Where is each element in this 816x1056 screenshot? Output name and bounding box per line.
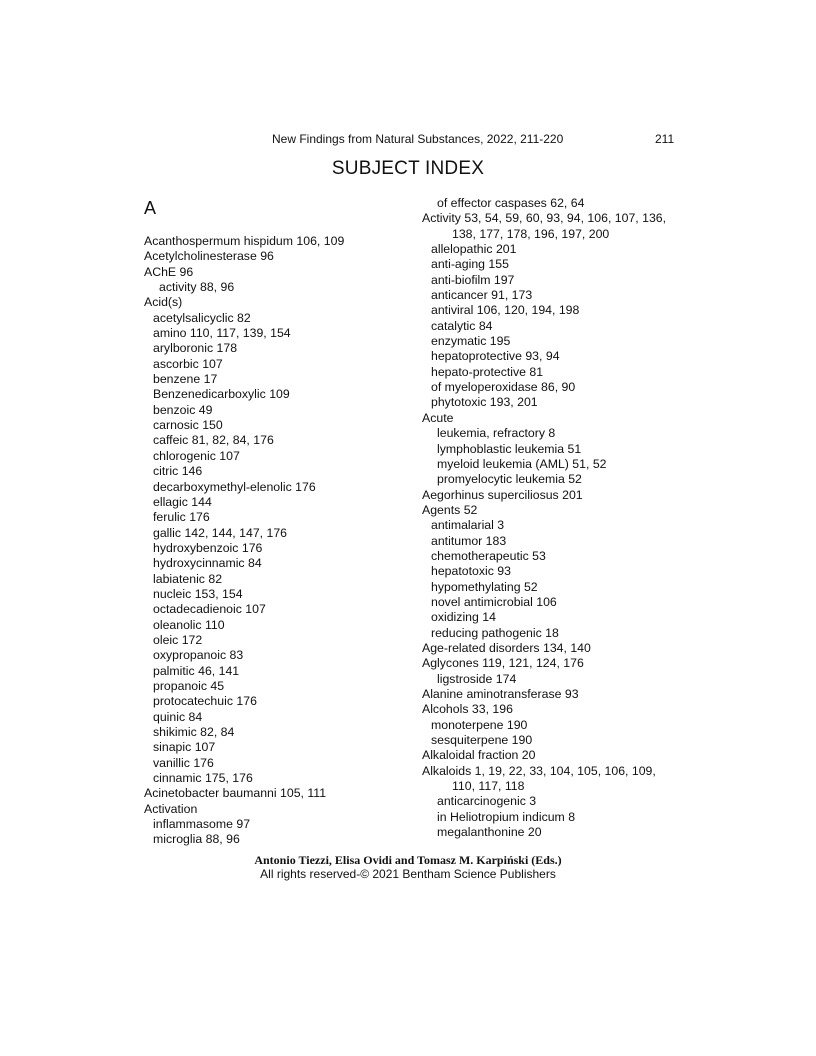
index-column-right <box>422 196 682 840</box>
index-entry <box>144 633 414 648</box>
editors-line: Antonio Tiezzi, Elisa Ovidi and Tomasz M. Karpiński (Eds.) <box>254 853 562 867</box>
index-entry-text: reducing pathogenic 18 <box>431 625 559 640</box>
index-entry <box>144 587 414 602</box>
index-entry-text: hepatotoxic 93 <box>431 564 511 579</box>
index-entry <box>422 257 682 272</box>
index-entry-text: antitumor 183 <box>431 533 507 548</box>
index-entry-text: benzoic 49 <box>153 402 213 417</box>
journal-citation: New Findings from Natural Substances, 2022, 211-220 <box>272 132 564 146</box>
page-title: SUBJECT INDEX <box>331 158 485 179</box>
index-entry <box>422 411 682 426</box>
index-entry <box>422 672 682 687</box>
index-entry-text: anticancer 91, 173 <box>431 288 533 303</box>
index-entry <box>422 196 682 211</box>
index-entry <box>422 457 682 472</box>
index-entry <box>422 273 682 288</box>
index-entry <box>422 595 682 610</box>
index-entry <box>144 357 414 372</box>
index-entry-text: Acanthospermum hispidum 106, 109 <box>144 234 345 248</box>
index-entry <box>144 648 414 663</box>
index-entry <box>144 464 414 479</box>
index-entry-text: phytotoxic 193, 201 <box>431 395 538 410</box>
index-entry-text: anticarcinogenic 3 <box>437 794 537 809</box>
index-entry-text: Acetylcholinesterase 96 <box>144 249 274 264</box>
index-entry-text: Agents 52 <box>422 502 478 517</box>
index-entry <box>422 288 682 303</box>
index-entry-text: ellagic 144 <box>153 494 212 509</box>
index-entry-text: octadecadienoic 107 <box>153 602 266 617</box>
index-entry-text: benzene 17 <box>153 372 218 387</box>
index-entry-text: of effector caspases 62, 64 <box>437 196 585 210</box>
index-entry-text: hepatoprotective 93, 94 <box>431 349 560 364</box>
index-entry-text: novel antimicrobial 106 <box>431 594 557 609</box>
index-entry-text: Aglycones 119, 121, 124, 176 <box>422 656 584 671</box>
index-entry <box>144 326 414 341</box>
index-entry-text: palmitic 46, 141 <box>153 663 240 678</box>
left-entries-list <box>144 234 414 848</box>
index-entry <box>144 786 414 801</box>
index-entry <box>422 534 682 549</box>
index-column-left <box>144 196 414 848</box>
index-entry <box>144 311 414 326</box>
index-entry-text: Activity 53, 54, 59, 60, 93, 94, 106, 107, 136, <box>422 211 667 226</box>
index-entry <box>144 449 414 464</box>
index-entry <box>144 802 414 817</box>
index-entry-text: caffeic 81, 82, 84, 176 <box>153 433 274 448</box>
running-head <box>0 132 816 148</box>
index-entry-text: hydroxycinnamic 84 <box>153 556 262 571</box>
index-entry-text: nucleic 153, 154 <box>153 586 243 601</box>
index-entry <box>422 242 682 257</box>
index-entry-text: hypomethylating 52 <box>431 579 538 594</box>
index-entry <box>144 572 414 587</box>
index-entry <box>144 418 414 433</box>
index-entry-text: acetylsalicyclic 82 <box>153 310 251 325</box>
index-entry <box>144 710 414 725</box>
index-entry <box>144 832 414 847</box>
index-entry <box>144 679 414 694</box>
index-entry-text: Age-related disorders 134, 140 <box>422 640 591 655</box>
index-entry-text: ascorbic 107 <box>153 356 223 371</box>
index-entry-text: quinic 84 <box>153 709 203 724</box>
index-entry-text: chemotherapeutic 53 <box>431 548 546 563</box>
index-entry <box>422 810 682 825</box>
index-entry <box>144 295 414 310</box>
index-entry <box>422 349 682 364</box>
index-entry-continuation: 138, 177, 178, 196, 197, 200 <box>452 226 610 241</box>
index-entry <box>422 794 682 809</box>
index-entry-text: sinapic 107 <box>153 740 216 755</box>
index-entry-text: vanillic 176 <box>153 755 214 770</box>
index-entry-text: inflammasome 97 <box>153 817 251 832</box>
index-entry-text: of myeloperoxidase 86, 90 <box>431 380 576 395</box>
index-entry <box>422 702 682 717</box>
copyright-line: All rights reserved-© 2021 Bentham Science Publishers <box>260 867 556 881</box>
index-entry-text: oleanolic 110 <box>153 617 225 632</box>
index-entry-text: Alkaloids 1, 19, 22, 33, 104, 105, 106, 109, <box>422 763 656 778</box>
index-entry-text: Activation <box>144 801 198 816</box>
index-entry-text: AChE 96 <box>144 264 194 279</box>
index-entry <box>144 387 414 402</box>
index-entry-text: amino 110, 117, 139, 154 <box>153 326 291 341</box>
page-footer <box>0 853 816 882</box>
index-entry <box>422 518 682 533</box>
index-entry-text: cinnamic 175, 176 <box>153 771 253 786</box>
index-entry <box>144 480 414 495</box>
index-entry <box>144 403 414 418</box>
index-entry <box>422 564 682 579</box>
index-entry-text: oleic 172 <box>153 632 203 647</box>
index-entry-text: gallic 142, 144, 147, 176 <box>153 525 288 540</box>
index-entry-text: hepato-protective 81 <box>431 364 544 379</box>
index-entry-text: propanoic 45 <box>153 678 225 693</box>
index-entry <box>422 748 682 763</box>
index-entry-text: ferulic 176 <box>153 510 210 525</box>
index-entry <box>144 664 414 679</box>
index-entry <box>422 733 682 748</box>
index-entry <box>144 771 414 786</box>
index-entry-text: enzymatic 195 <box>431 334 511 349</box>
index-entry-text: anti-aging 155 <box>431 257 509 272</box>
index-entry <box>422 303 682 318</box>
index-entry-text: protocatechuic 176 <box>153 694 257 709</box>
index-entry-text: promyelocytic leukemia 52 <box>437 472 582 487</box>
index-entry-text: Alanine aminotransferase 93 <box>422 687 579 701</box>
index-entry <box>422 656 682 671</box>
index-entry <box>144 526 414 541</box>
index-entry <box>422 211 682 242</box>
index-entry <box>422 488 682 503</box>
index-entry-text: citric 146 <box>153 464 203 479</box>
index-entry <box>422 549 682 564</box>
index-entry <box>422 641 682 656</box>
index-entry <box>144 280 414 295</box>
index-entry <box>422 626 682 641</box>
index-entry <box>422 380 682 395</box>
index-entry <box>144 249 414 264</box>
index-entry <box>144 372 414 387</box>
index-entry <box>144 341 414 356</box>
index-entry <box>422 365 682 380</box>
index-entry-text: Benzenedicarboxylic 109 <box>153 387 290 402</box>
index-entry <box>144 234 414 249</box>
index-entry <box>144 433 414 448</box>
index-entry <box>144 556 414 571</box>
index-entry <box>422 610 682 625</box>
index-entry <box>144 510 414 525</box>
index-entry <box>144 495 414 510</box>
index-entry <box>422 503 682 518</box>
index-entry <box>422 687 682 702</box>
index-entry <box>422 764 682 795</box>
index-entry <box>144 618 414 633</box>
index-entry-text: anti-biofilm 197 <box>431 272 515 287</box>
index-entry <box>422 319 682 334</box>
index-entry-text: activity 88, 96 <box>159 280 235 295</box>
index-entry-text: oxidizing 14 <box>431 610 496 625</box>
index-entry <box>144 694 414 709</box>
index-entry-text: myeloid leukemia (AML) 51, 52 <box>437 456 607 471</box>
index-entry-text: Acinetobacter baumanni 105, 111 <box>144 786 327 801</box>
index-entry-text: Alcohols 33, 196 <box>422 702 513 717</box>
section-letter: A <box>144 198 157 218</box>
index-entry-text: allelopathic 201 <box>431 242 517 257</box>
index-entry-text: shikimic 82, 84 <box>153 725 235 739</box>
index-entry-text: Acute <box>422 410 454 425</box>
index-entry-text: arylboronic 178 <box>153 341 238 356</box>
index-entry-text: Alkaloidal fraction 20 <box>422 748 536 763</box>
index-entry <box>144 725 414 740</box>
index-entry <box>144 756 414 771</box>
index-entry-text: Acid(s) <box>144 295 183 310</box>
index-entry-text: chlorogenic 107 <box>153 448 240 463</box>
index-entry-text: catalytic 84 <box>431 318 493 333</box>
right-entries-list <box>422 196 682 840</box>
index-entry <box>144 265 414 280</box>
index-entry-text: leukemia, refractory 8 <box>437 426 556 441</box>
index-entry <box>144 602 414 617</box>
index-entry-text: monoterpene 190 <box>431 717 528 732</box>
index-entry-continuation: 110, 117, 118 <box>452 779 525 794</box>
index-entry-text: lymphoblastic leukemia 51 <box>437 441 582 456</box>
index-entry-text: in Heliotropium indicum 8 <box>437 809 576 824</box>
index-entry-text: decarboxymethyl-elenolic 176 <box>153 479 316 494</box>
index-entry <box>422 442 682 457</box>
index-entry-text: ligstroside 174 <box>437 671 517 686</box>
index-entry-text: antimalarial 3 <box>431 518 505 533</box>
index-entry <box>422 718 682 733</box>
index-entry-text: microglia 88, 96 <box>153 832 240 847</box>
index-entry <box>422 580 682 595</box>
index-entry-text: oxypropanoic 83 <box>153 648 244 663</box>
page-number: 211 <box>655 132 675 146</box>
index-entry <box>144 541 414 556</box>
index-entry <box>144 817 414 832</box>
index-entry <box>422 395 682 410</box>
index-entry <box>422 825 682 840</box>
index-entry-text: labiatenic 82 <box>153 571 223 586</box>
index-entry-text: megalanthonine 20 <box>437 825 542 840</box>
index-entry <box>422 472 682 487</box>
index-entry-text: hydroxybenzoic 176 <box>153 540 263 555</box>
index-entry <box>422 426 682 441</box>
index-entry-text: carnosic 150 <box>153 418 223 433</box>
index-entry-text: Aegorhinus superciliosus 201 <box>422 487 583 502</box>
index-entry-text: sesquiterpene 190 <box>431 733 533 748</box>
index-entry <box>144 740 414 755</box>
index-entry <box>422 334 682 349</box>
index-entry-text: antiviral 106, 120, 194, 198 <box>431 303 580 318</box>
